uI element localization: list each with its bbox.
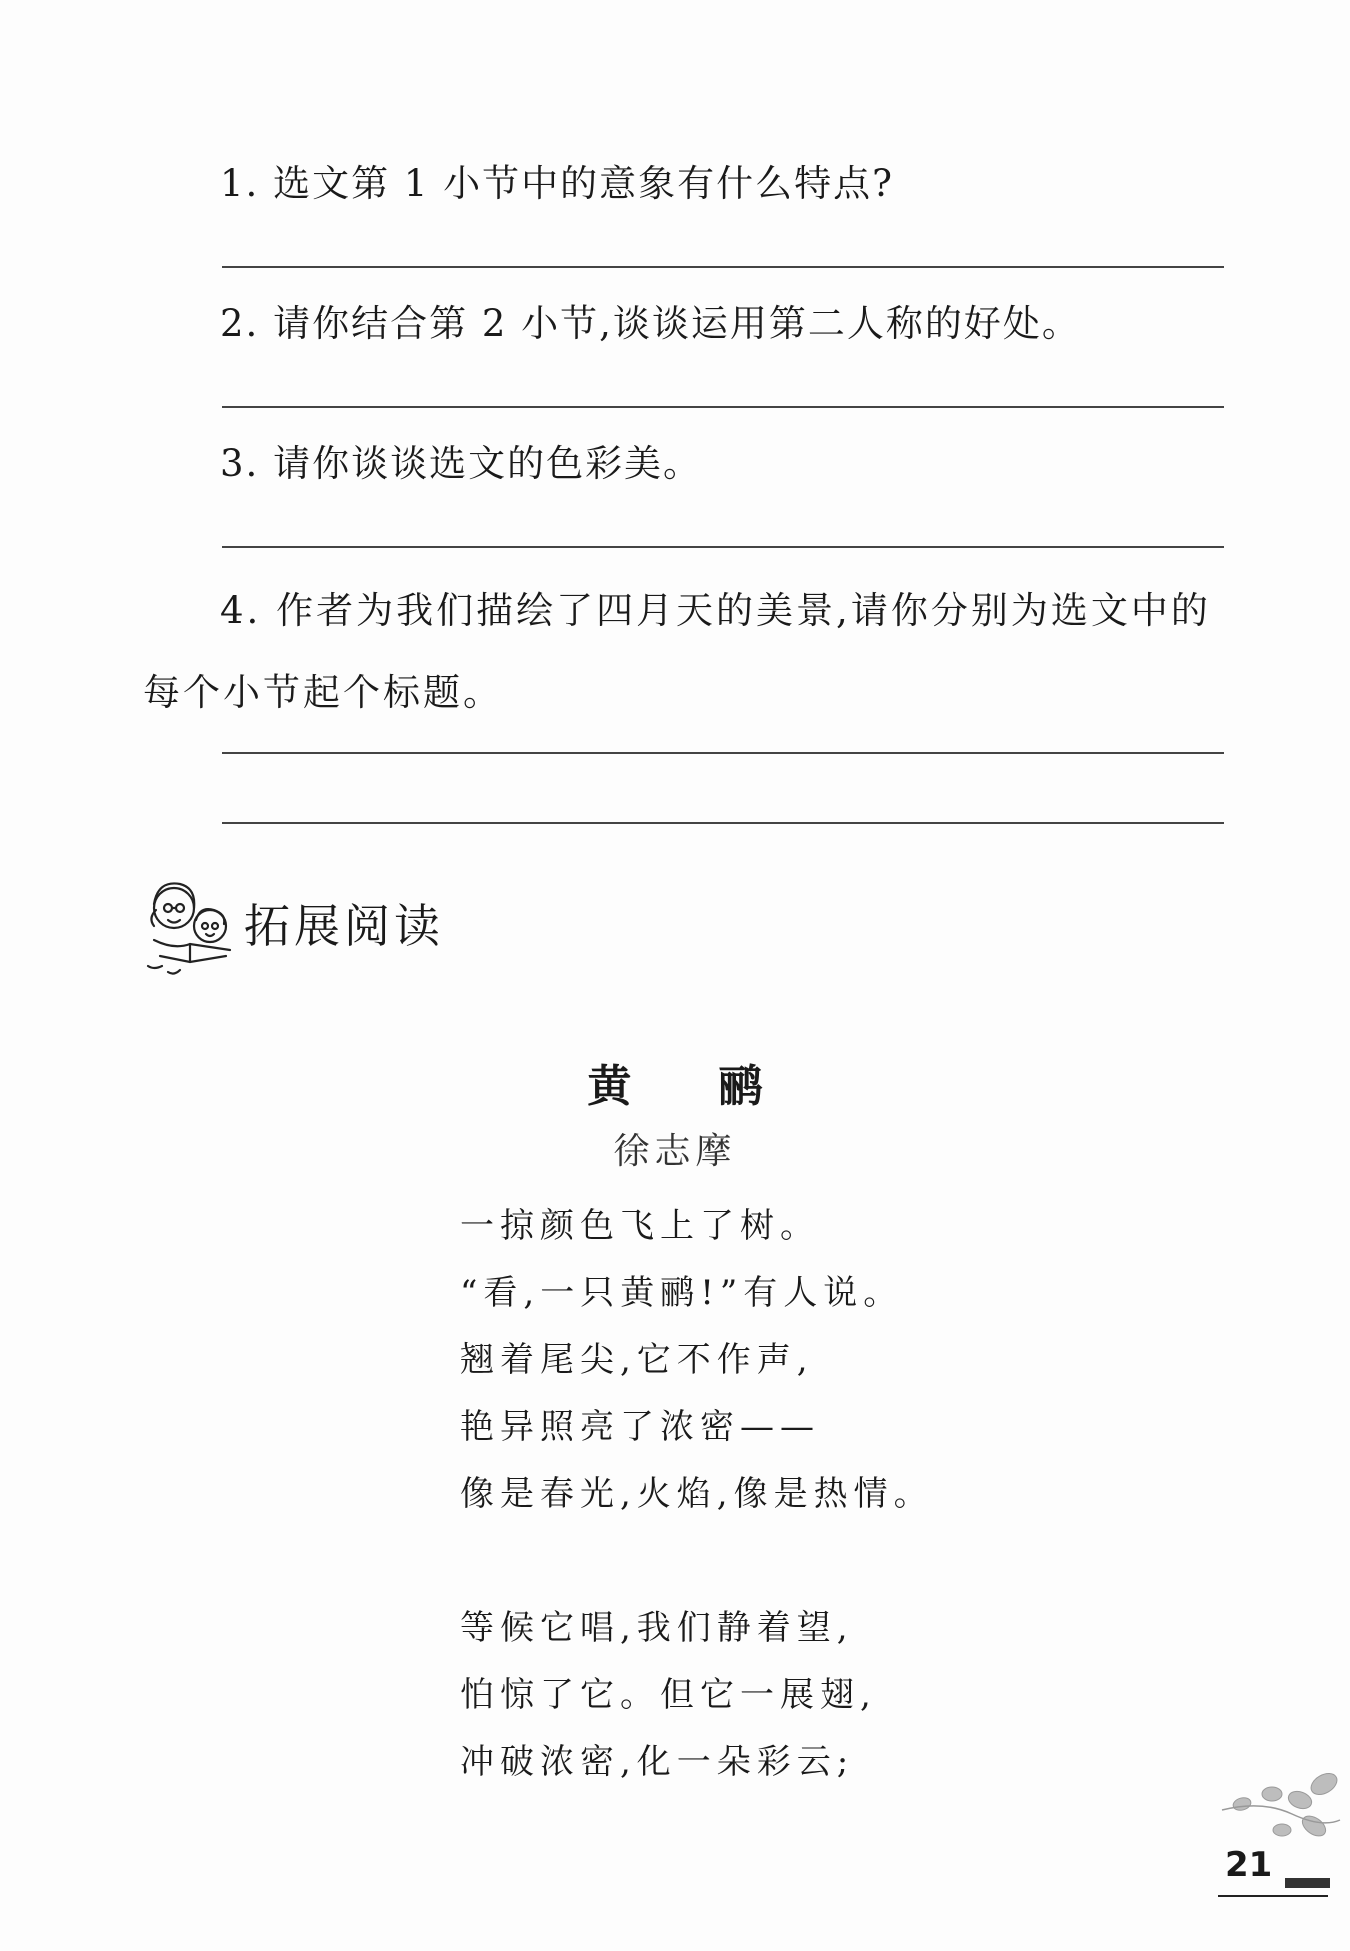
answer-line-2[interactable] — [222, 406, 1224, 408]
two-children-reading-icon — [140, 870, 240, 980]
page-number: 21 — [1225, 1845, 1273, 1885]
page-number-bar — [1285, 1878, 1330, 1888]
answer-line-3[interactable] — [222, 546, 1224, 548]
poem-line: 等候它唱,我们静着望, — [460, 1608, 854, 1648]
poem-line: “看,一只黄鹂!”有人说。 — [460, 1273, 904, 1313]
section-title: 拓展阅读 — [244, 899, 444, 953]
poem-title: 黄 鹂 — [587, 1061, 799, 1112]
poem-line: 冲破浓密,化一朵彩云; — [460, 1742, 855, 1782]
answer-line-1[interactable] — [222, 266, 1224, 268]
poem-line: 翘着尾尖,它不作声, — [460, 1340, 814, 1380]
question-4: 4. 作者为我们描绘了四月天的美景,请你分别为选文中的每个小节起个标题。 — [143, 589, 1211, 714]
section-header-extended-reading — [140, 870, 540, 980]
poem-line: 怕惊了它。但它一展翅, — [460, 1675, 877, 1715]
answer-line-4b[interactable] — [222, 822, 1224, 824]
page-number-rule — [1218, 1895, 1328, 1897]
poem-line: 像是春光,火焰,像是热情。 — [460, 1474, 934, 1514]
poem-line: 艳异照亮了浓密—— — [460, 1407, 820, 1447]
question-1: 1. 选文第 1 小节中的意象有什么特点? — [220, 162, 894, 205]
question-3: 3. 请你谈谈选文的色彩美。 — [220, 442, 703, 485]
question-2: 2. 请你结合第 2 小节,谈谈运用第二人称的好处。 — [220, 302, 1081, 345]
poem-line: 一掠颜色飞上了树。 — [460, 1206, 820, 1246]
poem-author: 徐志摩 — [613, 1131, 737, 1172]
answer-line-4a[interactable] — [222, 752, 1224, 754]
